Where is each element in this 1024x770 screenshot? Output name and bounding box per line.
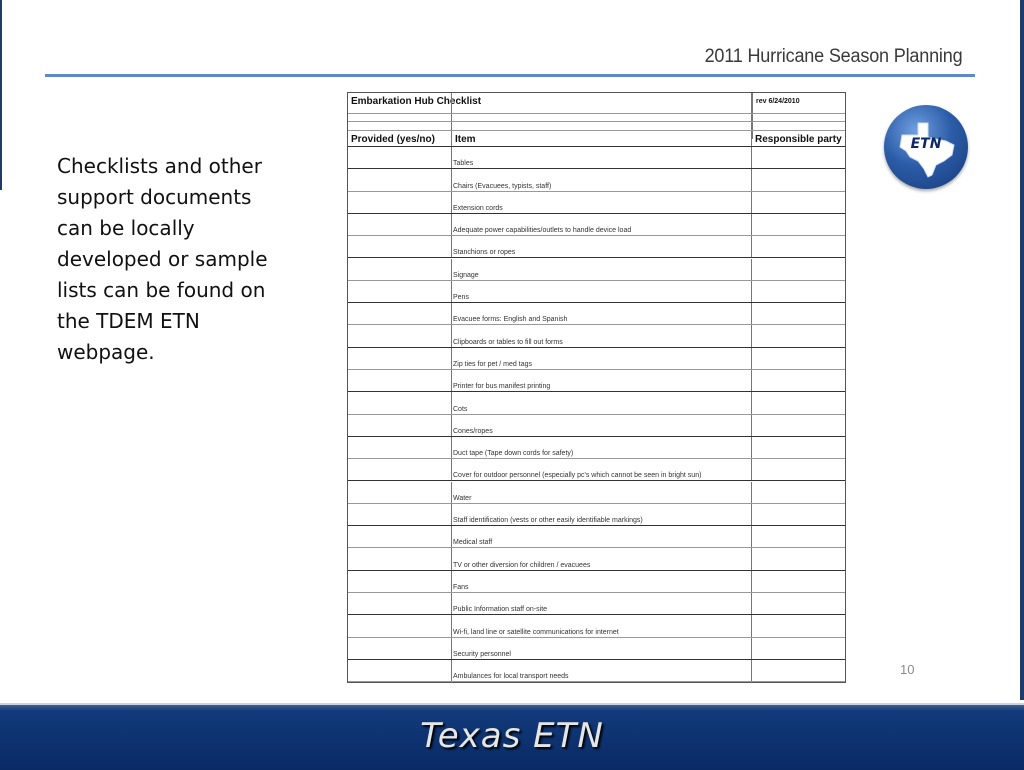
provided-cell[interactable] bbox=[348, 660, 452, 681]
table-row bbox=[348, 370, 845, 392]
table-row bbox=[348, 660, 845, 682]
item-label: Security personnel bbox=[453, 650, 511, 658]
table-row bbox=[348, 325, 845, 347]
provided-cell[interactable] bbox=[348, 593, 452, 614]
item-cell bbox=[452, 169, 752, 190]
responsible-cell[interactable] bbox=[752, 638, 845, 659]
provided-cell[interactable] bbox=[348, 504, 452, 525]
item-cell bbox=[452, 348, 752, 369]
item-cell bbox=[452, 325, 752, 346]
item-label: Water bbox=[453, 494, 472, 502]
item-label: Stanchions or ropes bbox=[453, 249, 516, 257]
provided-cell[interactable] bbox=[348, 236, 452, 257]
item-label: Wi-fi, land line or satellite communications for internet bbox=[453, 628, 619, 636]
item-label: Staff identification (vests or other easily identifiable markings) bbox=[453, 517, 643, 525]
item-label: Duct tape (Tape down cords for safety) bbox=[453, 450, 574, 458]
item-cell bbox=[452, 214, 752, 235]
slide-title: 2011 Hurricane Season Planning bbox=[704, 46, 962, 67]
footer-bar bbox=[0, 703, 1024, 770]
provided-cell[interactable] bbox=[348, 548, 452, 569]
item-cell bbox=[452, 392, 752, 413]
table-row bbox=[348, 192, 845, 214]
provided-cell[interactable] bbox=[348, 348, 452, 369]
item-label: TV or other diversion for children / evacuees bbox=[453, 561, 591, 569]
provided-cell[interactable] bbox=[348, 192, 452, 213]
item-cell bbox=[452, 504, 752, 525]
table-row bbox=[348, 348, 845, 370]
item-label: Signage bbox=[453, 271, 479, 279]
responsible-cell[interactable] bbox=[752, 303, 845, 324]
item-label: Printer for bus manifest printing bbox=[453, 383, 551, 391]
responsible-cell[interactable] bbox=[752, 415, 845, 436]
table-row bbox=[348, 147, 845, 169]
item-label: Cover for outdoor personnel (especially pc's which cannot be seen in bright sun) bbox=[453, 472, 702, 480]
item-label: Medical staff bbox=[453, 539, 493, 547]
table-row bbox=[348, 504, 845, 526]
item-cell bbox=[452, 615, 752, 636]
item-cell bbox=[452, 236, 752, 257]
responsible-cell[interactable] bbox=[752, 236, 845, 257]
provided-cell[interactable] bbox=[348, 482, 452, 503]
table-row bbox=[348, 169, 845, 191]
item-label: Evacuee forms: English and Spanish bbox=[453, 316, 568, 324]
provided-cell[interactable] bbox=[348, 281, 452, 302]
responsible-cell[interactable] bbox=[752, 370, 845, 391]
responsible-cell[interactable] bbox=[752, 147, 845, 168]
provided-cell[interactable] bbox=[348, 638, 452, 659]
table-row bbox=[348, 415, 845, 437]
item-label: Pens bbox=[453, 294, 469, 302]
item-cell bbox=[452, 526, 752, 547]
responsible-cell[interactable] bbox=[752, 593, 845, 614]
body-text: Checklists and other support documents can be locally developed or sample lists can be found on the TDEM ETN webpage. bbox=[57, 154, 268, 364]
item-label: Ambulances for local transport needs bbox=[453, 673, 569, 681]
item-label: Adequate power capabilities/outlets to handle device load bbox=[453, 227, 632, 235]
responsible-cell[interactable] bbox=[752, 169, 845, 190]
item-cell bbox=[452, 482, 752, 503]
col-item-header bbox=[452, 93, 752, 147]
table-row bbox=[348, 259, 845, 281]
right-accent-bar bbox=[1020, 0, 1024, 700]
item-cell bbox=[452, 147, 752, 168]
table-row bbox=[348, 593, 845, 615]
provided-cell[interactable] bbox=[348, 214, 452, 235]
responsible-cell[interactable] bbox=[752, 214, 845, 235]
table-row bbox=[348, 459, 845, 481]
provided-cell[interactable] bbox=[348, 415, 452, 436]
table-row bbox=[348, 638, 845, 660]
provided-cell[interactable] bbox=[348, 615, 452, 636]
item-label: Cots bbox=[453, 405, 468, 413]
item-cell bbox=[452, 593, 752, 614]
etn-logo bbox=[884, 105, 968, 189]
responsible-cell[interactable] bbox=[752, 192, 845, 213]
item-cell bbox=[452, 281, 752, 302]
provided-cell[interactable] bbox=[348, 147, 452, 168]
responsible-cell[interactable] bbox=[752, 504, 845, 525]
responsible-cell[interactable] bbox=[752, 281, 845, 302]
item-label: Cones/ropes bbox=[453, 427, 493, 435]
col-responsible-header bbox=[752, 93, 845, 147]
item-label: Public Information staff on-site bbox=[453, 606, 548, 614]
responsible-cell[interactable] bbox=[752, 615, 845, 636]
col-provided-header bbox=[348, 93, 452, 147]
provided-cell[interactable] bbox=[348, 459, 452, 480]
item-label: Clipboards or tables to fill out forms bbox=[453, 338, 563, 346]
item-label: Chairs (Evacuees, typists, staff) bbox=[453, 182, 552, 190]
table-row bbox=[348, 615, 845, 637]
responsible-cell[interactable] bbox=[752, 571, 845, 592]
item-label: Tables bbox=[453, 160, 474, 168]
item-label: Zip ties for pet / med tags bbox=[453, 360, 532, 368]
item-cell bbox=[452, 192, 752, 213]
responsible-cell[interactable] bbox=[752, 325, 845, 346]
table-row bbox=[348, 571, 845, 593]
item-cell bbox=[452, 259, 752, 280]
col-item-label: Item bbox=[455, 134, 476, 145]
table-row bbox=[348, 526, 845, 548]
provided-cell[interactable] bbox=[348, 571, 452, 592]
provided-cell[interactable] bbox=[348, 392, 452, 413]
item-cell bbox=[452, 638, 752, 659]
responsible-cell[interactable] bbox=[752, 348, 845, 369]
col-responsible-label: Responsible party bbox=[755, 134, 842, 145]
table-row bbox=[348, 548, 845, 570]
provided-cell[interactable] bbox=[348, 325, 452, 346]
responsible-cell[interactable] bbox=[752, 482, 845, 503]
revision-date: rev 6/24/2010 bbox=[756, 98, 800, 105]
provided-cell[interactable] bbox=[348, 259, 452, 280]
footer-title: Texas ETN bbox=[420, 716, 604, 756]
responsible-cell[interactable] bbox=[752, 392, 845, 413]
item-cell bbox=[452, 370, 752, 391]
provided-cell[interactable] bbox=[348, 526, 452, 547]
table-row bbox=[348, 236, 845, 258]
table-row bbox=[348, 482, 845, 504]
table-row bbox=[348, 281, 845, 303]
checklist-header-block bbox=[348, 93, 845, 145]
page-number: 10 bbox=[900, 662, 915, 677]
table-row bbox=[348, 303, 845, 325]
provided-cell[interactable] bbox=[348, 303, 452, 324]
grid-line bbox=[348, 113, 845, 114]
table-row bbox=[348, 214, 845, 236]
item-cell bbox=[452, 548, 752, 569]
responsible-cell[interactable] bbox=[752, 526, 845, 547]
grid-line bbox=[348, 130, 845, 131]
responsible-cell[interactable] bbox=[752, 548, 845, 569]
item-cell bbox=[452, 437, 752, 458]
provided-cell[interactable] bbox=[348, 437, 452, 458]
item-label: Extension cords bbox=[453, 204, 503, 212]
header-divider bbox=[45, 74, 975, 77]
checklist-table bbox=[347, 92, 846, 683]
provided-cell[interactable] bbox=[348, 370, 452, 391]
table-row bbox=[348, 437, 845, 459]
table-row bbox=[348, 392, 845, 414]
responsible-cell[interactable] bbox=[752, 459, 845, 480]
responsible-cell[interactable] bbox=[752, 437, 845, 458]
checklist-title: Embarkation Hub Checklist bbox=[351, 96, 482, 107]
item-cell bbox=[452, 415, 752, 436]
item-label: Fans bbox=[453, 583, 469, 591]
item-cell bbox=[452, 303, 752, 324]
item-cell bbox=[452, 660, 752, 681]
item-cell bbox=[452, 459, 752, 480]
col-provided-label: Provided (yes/no) bbox=[351, 134, 435, 145]
responsible-cell[interactable] bbox=[752, 660, 845, 681]
item-cell bbox=[452, 571, 752, 592]
logo-label: ETN bbox=[910, 136, 942, 152]
grid-line bbox=[348, 121, 845, 122]
left-accent-bar bbox=[0, 0, 2, 190]
provided-cell[interactable] bbox=[348, 169, 452, 190]
responsible-cell[interactable] bbox=[752, 259, 845, 280]
